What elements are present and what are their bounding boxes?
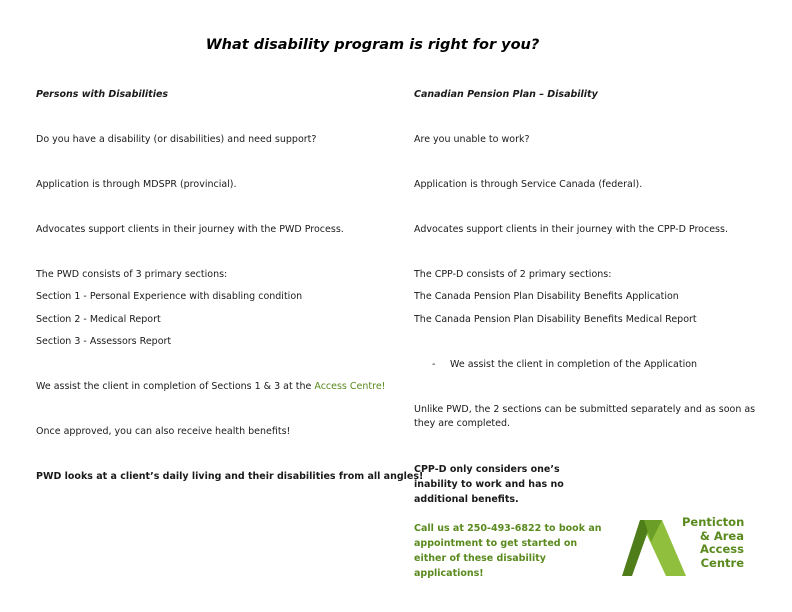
logo-line-2: & Area: [699, 528, 744, 543]
pwd-summary: PWD looks at a client’s daily living and their disabilities from all angles!: [36, 471, 424, 482]
pwd-heading: Persons with Disabilities: [36, 89, 169, 100]
cppd-section-1: The Canada Pension Plan Disability Benefits Application: [414, 291, 679, 302]
cppd-section-2: The Canada Pension Plan Disability Benefits Medical Report: [414, 314, 697, 325]
cppd-unlike: Unlike PWD, the 2 sections can be submitted separately and as soon as they are completed.: [414, 404, 756, 429]
pwd-approved: Once approved, you can also receive health benefits!: [36, 426, 291, 437]
cppd-application: Application is through Service Canada (federal).: [414, 179, 643, 190]
pwd-section-3: Section 3 - Assessors Report: [36, 336, 172, 347]
cppd-advocates: Advocates support clients in their journey with the CPP-D Process.: [414, 224, 728, 235]
pwd-consists: The PWD consists of 3 primary sections:: [36, 269, 228, 280]
pwd-question: Do you have a disability (or disabilities) and need support?: [36, 134, 317, 145]
logo-line-4: Centre: [700, 555, 744, 570]
page-title: What disability program is right for you?: [205, 37, 540, 53]
pwd-assist-text: We assist the client in completion of Sections 1 & 3 at the: [36, 381, 315, 392]
cppd-question: Are you unable to work?: [414, 134, 530, 145]
access-centre-logo-icon: [622, 518, 686, 576]
access-centre-link: Access Centre!: [314, 381, 386, 392]
pwd-assist: [36, 380, 385, 394]
logo-line-1: Penticton: [682, 515, 745, 529]
cppd-assist-bullet: We assist the client in completion of the Application: [450, 359, 698, 370]
cppd-summary: CPP-D only considers one’s inability to work and has no additional benefits.: [414, 464, 564, 505]
pwd-section-1: Section 1 - Personal Experience with disabling condition: [36, 291, 303, 302]
call-to-action: Call us at 250-493-6822 to book an appointment to get started on either of these disability applications!: [414, 523, 602, 579]
logo-line-3: Access: [699, 542, 744, 556]
pwd-section-2: Section 2 - Medical Report: [36, 314, 161, 325]
cppd-heading: Canadian Pension Plan – Disability: [414, 89, 598, 100]
logo-wordmark: [682, 516, 744, 570]
pwd-application: Application is through MDSPR (provincial).: [36, 179, 237, 190]
bullet-dash: -: [432, 359, 436, 370]
cppd-consists: The CPP-D consists of 2 primary sections:: [414, 269, 612, 280]
pwd-advocates: Advocates support clients in their journey with the PWD Process.: [36, 224, 344, 235]
